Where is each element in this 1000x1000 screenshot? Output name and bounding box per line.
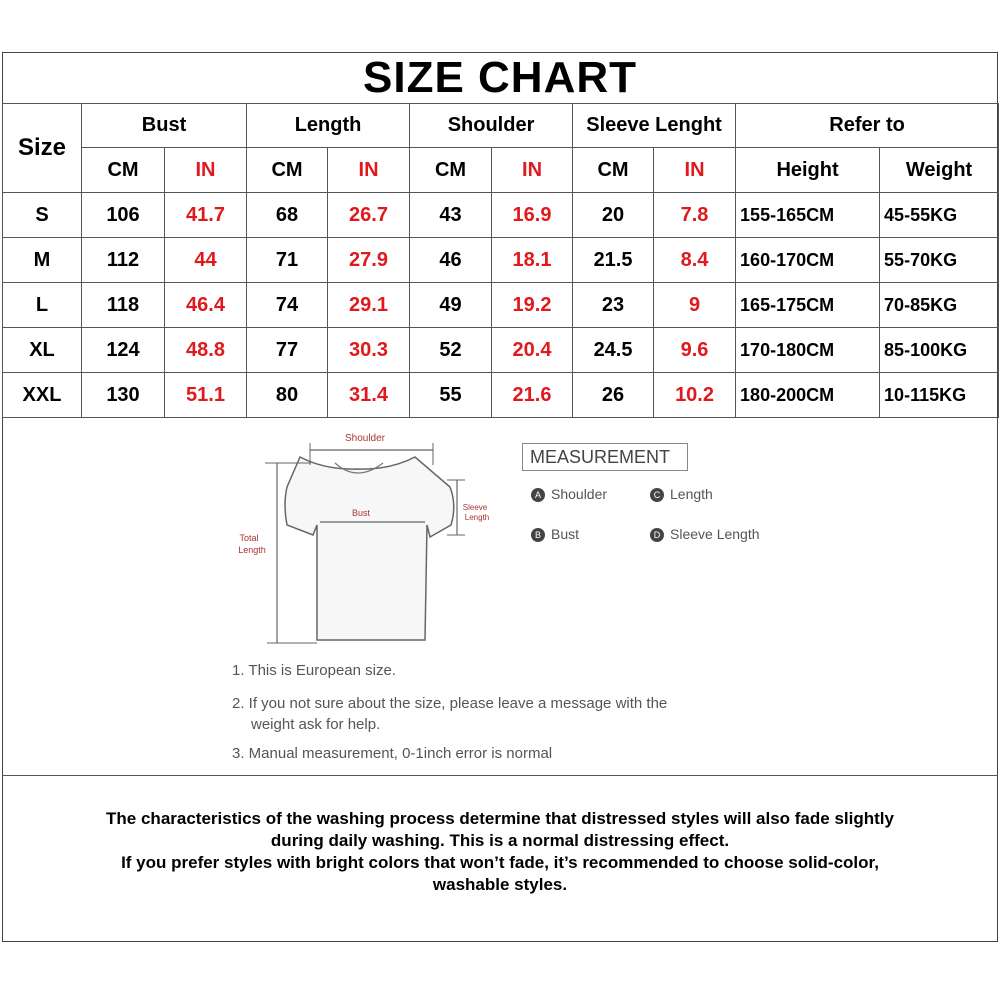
bust-cm: 130 xyxy=(82,373,165,418)
legend-item xyxy=(531,486,607,502)
size-header: Size xyxy=(3,104,82,193)
weight-range: 70-85KG xyxy=(880,283,999,328)
size-label: S xyxy=(3,193,82,238)
bust-cm: 118 xyxy=(82,283,165,328)
group-bust: Bust xyxy=(82,104,247,148)
disclaimer-line: The characteristics of the washing process determine that distressed styles will also fade slightly xyxy=(106,809,894,828)
sub-weight: Weight xyxy=(880,148,999,193)
note-line: 3. Manual measurement, 0-1inch error is normal xyxy=(232,745,553,762)
total-label-line2: Length xyxy=(238,545,266,555)
sub-in: IN xyxy=(492,148,573,193)
height-range: 180-200CM xyxy=(736,373,880,418)
sub-in: IN xyxy=(654,148,736,193)
size-label: XXL xyxy=(3,373,82,418)
group-sleeve: Sleeve Lenght xyxy=(573,104,736,148)
bust-in: 46.4 xyxy=(165,283,247,328)
shoulder-cm: 49 xyxy=(410,283,492,328)
sleeve-in: 10.2 xyxy=(654,373,736,418)
sub-cm: CM xyxy=(247,148,328,193)
legend-badge-a-icon: A xyxy=(531,488,545,502)
legend-text: Sleeve Length xyxy=(670,526,760,542)
tshirt-outline xyxy=(285,457,454,640)
shoulder-in: 18.1 xyxy=(492,238,573,283)
length-in: 30.3 xyxy=(328,328,410,373)
sleeve-in: 9.6 xyxy=(654,328,736,373)
shoulder-cm: 46 xyxy=(410,238,492,283)
legend-item xyxy=(531,526,579,542)
sleeve-label-line2: Length xyxy=(464,513,490,522)
table-row xyxy=(3,328,999,373)
sleeve-in: 7.8 xyxy=(654,193,736,238)
table-sub-header xyxy=(3,148,999,193)
legend-item xyxy=(650,486,713,502)
note-line: 1. This is European size. xyxy=(232,662,396,679)
bust-in: 51.1 xyxy=(165,373,247,418)
shoulder-cm: 52 xyxy=(410,328,492,373)
height-range: 160-170CM xyxy=(736,238,880,283)
shoulder-in: 16.9 xyxy=(492,193,573,238)
weight-range: 85-100KG xyxy=(880,328,999,373)
sleeve-cm: 23 xyxy=(573,283,654,328)
disclaimer-line: washable styles. xyxy=(432,875,568,894)
sleeve-in: 9 xyxy=(654,283,736,328)
shoulder-cm: 55 xyxy=(410,373,492,418)
disclaimer-line: during daily washing. This is a normal distressing effect. xyxy=(270,831,730,850)
washing-disclaimer xyxy=(0,808,1000,896)
length-in: 31.4 xyxy=(328,373,410,418)
length-in: 29.1 xyxy=(328,283,410,328)
sleeve-label-line1: Sleeve xyxy=(462,503,488,512)
group-shoulder: Shoulder xyxy=(410,104,573,148)
sleeve-cm: 24.5 xyxy=(573,328,654,373)
shoulder-label: Shoulder xyxy=(344,433,386,444)
legend-badge-b-icon: B xyxy=(531,528,545,542)
total-label-line1: Total xyxy=(239,533,259,543)
shoulder-in: 21.6 xyxy=(492,373,573,418)
length-cm: 80 xyxy=(247,373,328,418)
legend-item xyxy=(650,526,760,542)
bust-cm: 106 xyxy=(82,193,165,238)
length-cm: 68 xyxy=(247,193,328,238)
size-table xyxy=(2,103,999,418)
weight-range: 55-70KG xyxy=(880,238,999,283)
disclaimer-line: If you prefer styles with bright colors that won’t fade, it’s recommended to choose solid-color, xyxy=(121,853,879,872)
legend-badge-d-icon: D xyxy=(650,528,664,542)
sleeve-cm: 26 xyxy=(573,373,654,418)
note-line: weight ask for help. xyxy=(251,716,381,733)
table-row xyxy=(3,373,999,418)
length-cm: 77 xyxy=(247,328,328,373)
note-line: 2. If you not sure about the size, please leave a message with the xyxy=(232,695,668,712)
bust-cm: 124 xyxy=(82,328,165,373)
legend-badge-c-icon: C xyxy=(650,488,664,502)
size-label: M xyxy=(3,238,82,283)
length-cm: 74 xyxy=(247,283,328,328)
length-cm: 71 xyxy=(247,238,328,283)
sub-height: Height xyxy=(736,148,880,193)
weight-range: 10-115KG xyxy=(880,373,999,418)
height-range: 155-165CM xyxy=(736,193,880,238)
measurement-title: MEASUREMENT xyxy=(522,443,688,471)
shoulder-in: 19.2 xyxy=(492,283,573,328)
table-row xyxy=(3,238,999,283)
table-row xyxy=(3,193,999,238)
sub-cm: CM xyxy=(573,148,654,193)
legend-text: Length xyxy=(670,486,713,502)
sub-cm: CM xyxy=(410,148,492,193)
shoulder-in: 20.4 xyxy=(492,328,573,373)
table-group-header xyxy=(3,104,999,148)
sub-in: IN xyxy=(328,148,410,193)
length-in: 26.7 xyxy=(328,193,410,238)
length-in: 27.9 xyxy=(328,238,410,283)
bust-in: 48.8 xyxy=(165,328,247,373)
section-divider xyxy=(2,775,998,776)
group-length: Length xyxy=(247,104,410,148)
sleeve-cm: 20 xyxy=(573,193,654,238)
legend-text: Shoulder xyxy=(551,486,608,502)
group-refer: Refer to xyxy=(736,104,999,148)
bust-label: Bust xyxy=(351,508,371,518)
sleeve-cm: 21.5 xyxy=(573,238,654,283)
tshirt-diagram xyxy=(225,425,515,650)
size-label: L xyxy=(3,283,82,328)
legend-text: Bust xyxy=(551,526,580,542)
shoulder-cm: 43 xyxy=(410,193,492,238)
bust-in: 41.7 xyxy=(165,193,247,238)
height-range: 165-175CM xyxy=(736,283,880,328)
bust-in: 44 xyxy=(165,238,247,283)
height-range: 170-180CM xyxy=(736,328,880,373)
sleeve-in: 8.4 xyxy=(654,238,736,283)
weight-range: 45-55KG xyxy=(880,193,999,238)
page-title: SIZE CHART xyxy=(363,53,637,102)
bust-cm: 112 xyxy=(82,238,165,283)
sub-in: IN xyxy=(165,148,247,193)
table-row xyxy=(3,283,999,328)
sub-cm: CM xyxy=(82,148,165,193)
size-label: XL xyxy=(3,328,82,373)
